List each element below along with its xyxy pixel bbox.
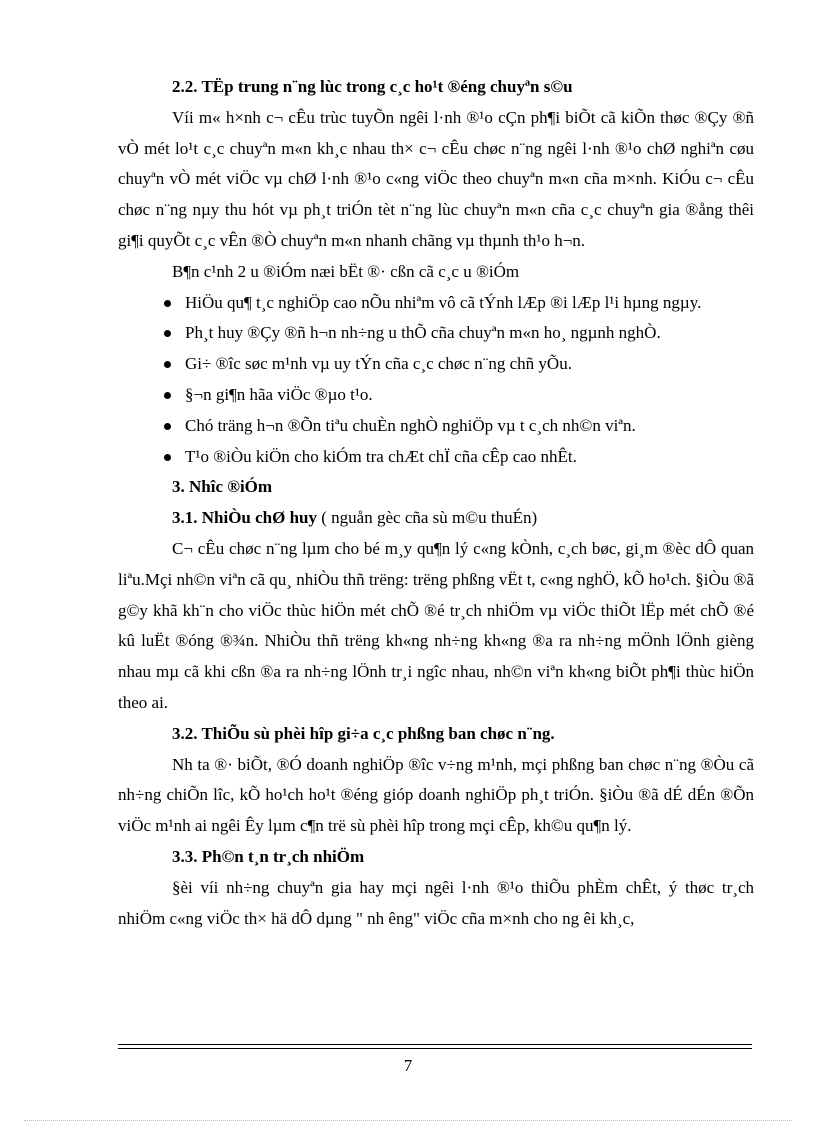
heading-bold-text: 3.1. NhiÒu chØ huy [172, 508, 318, 528]
list-item [118, 318, 754, 349]
section-heading-2-2: 2.2. TËp trung n¨ng lùc trong c¸c ho¹t ®éng chuyªn s©u [172, 77, 573, 96]
list-item-text: HiÖu qu¶ t¸c nghiÖp cao nÕu nhiªm vô cã tÝnh lÆp ®i lÆp l¹i hµng ngµy. [185, 292, 702, 312]
bullet-icon [164, 361, 171, 368]
list-item-text: Chó träng h¬n ®Õn tiªu chuÈn nghÒ nghiÖp vµ t c¸ch nh©n viªn. [185, 415, 636, 435]
page-bottom-border [24, 1120, 792, 1121]
list-item-text: Ph¸t huy ®Çy ®ñ h¬n nh÷ng u thÕ cña chuyªn m«n ho¸ ngµnh nghÒ. [185, 323, 661, 343]
list-item [118, 380, 754, 411]
paragraph: Nh ta ®· biÕt, ®Ó doanh nghiÖp ®îc v÷ng m¹nh, mçi phßng ban chøc n¨ng ®Òu cã nh÷ng chiÕn lîc, kÕ ho¹ch ho¹t ®éng gióp doanh nghiÖp ph¸t triÓn. §iÒu ®ã dÉ dÉn ®Õn viÖc m¹nh ai ngêi Êy lµm c¶n trë sù phèi hîp trong mçi cÊp, kh©u qu¶n lý. [118, 754, 754, 836]
list-item [118, 288, 754, 319]
section-heading-3-1 [118, 503, 754, 534]
paragraph: Víi m« h×nh c¬ cÊu trùc tuyÕn ngêi l·nh ®¹o cÇn ph¶i biÕt cã kiÕn thøc ®Çy ®ñ vÒ mét lo¹t c¸c chuyªn m«n kh¸c nhau th× c¬ cÊu chøc n¨ng ngêi l·nh ®¹o chØ nghiªn cøu chuyªn vÒ mét viÖc vµ chØ l·nh ®¹o c«ng viÖc theo chuyªn m«n cña m×nh. KiÓu c¬ cÊu chøc n¨ng nµy thu hót vµ ph¸t triÓn tèt n¨ng lùc chuyªn m«n cña c¸c chuyªn gia ®ång thêi gi¶i quyÕt c¸c vÊn ®Ò chuyªn m«n nhanh chãng vµ thµnh th¹o h¬n. [118, 107, 754, 250]
bullet-icon [164, 300, 171, 307]
page-number: 7 [403, 1056, 413, 1075]
bullet-icon [164, 392, 171, 399]
list-item [118, 349, 754, 380]
page-content [118, 72, 754, 934]
paragraph: B¶n c¹nh 2 u ®iÓm næi bËt ®· cßn cã c¸c u ®iÓm [172, 261, 520, 281]
paragraph: §èi víi nh÷ng chuyªn gia hay mçi ngêi l·nh ®¹o thiÕu phÈm chÊt, ý thøc tr¸ch nhiÖm c«ng viÖc th× hä dÔ dµng " nh êng" viÖc cña m×nh cho ng êi kh¸c, [118, 877, 754, 928]
footer-rule [118, 1044, 752, 1049]
bullet-icon [164, 423, 171, 430]
section-heading-3-2: 3.2. ThiÕu sù phèi hîp gi÷a c¸c phßng ban chøc n¨ng. [172, 723, 555, 743]
bullet-icon [164, 330, 171, 337]
footer-rule-line [118, 1048, 752, 1049]
advantages-list [118, 288, 754, 473]
list-item [118, 442, 754, 473]
list-item-text: T¹o ®iÒu kiÖn cho kiÓm tra chÆt chÏ cña cÊp cao nhÊt. [185, 446, 577, 466]
list-item-text: Gi÷ ®îc søc m¹nh vµ uy tÝn cña c¸c chøc n¨ng chñ yÕu. [185, 354, 572, 374]
heading-note-text: ( nguån gèc cña sù m©u thuÉn) [317, 508, 538, 528]
paragraph: C¬ cÊu chøc n¨ng lµm cho bé m¸y qu¶n lý c«ng kÒnh, c¸ch bøc, gi¸m ®èc dÔ quan liªu.Mçi nh©n viªn cã qu¸ nhiÒu thñ trëng: trëng phßng vËt t, c«ng nghÖ, kÕ ho¹ch. §iÒu ®ã g©y khã kh¨n cho viÖc thùc hiÖn mét chÕ ®é tr¸ch nhiÖm vµ viÖc thiÕt lËp mét chÕ ®é kû luËt ®óng ®¾n. NhiÒu thñ trëng kh«ng nh÷ng kh«ng ®a ra nh÷ng mÖnh lÖnh gièng nhau mµ cã khi cßn ®a ra nh÷ng lÖnh tr¸i ngîc nhau, nh©n viªn kh«ng biÕt ph¶i thùc hiÖn theo ai. [118, 538, 754, 712]
bullet-icon [164, 454, 171, 461]
section-heading-3: 3. Nhîc ®iÓm [172, 477, 273, 497]
list-item [118, 411, 754, 442]
list-item-text: §¬n gi¶n hãa viÖc ®µo t¹o. [185, 384, 373, 404]
section-heading-3-3: 3.3. Ph©n t¸n tr¸ch nhiÖm [172, 846, 365, 866]
